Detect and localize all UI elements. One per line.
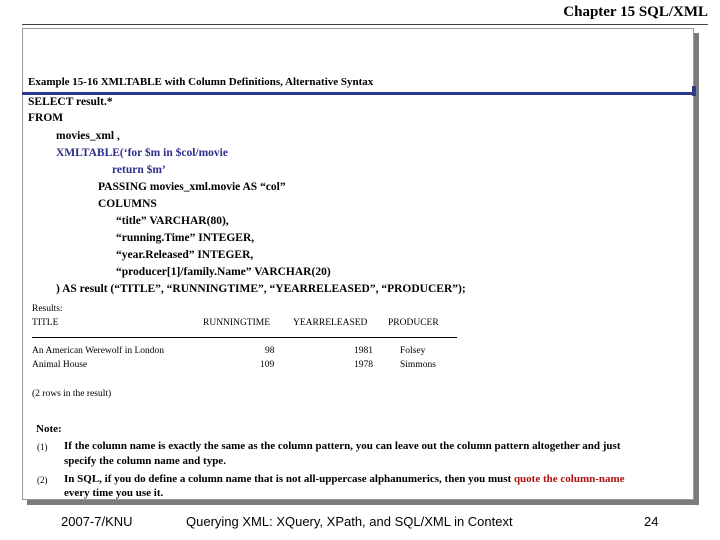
note-text: specify the column name and type.	[64, 455, 226, 467]
code-line: XMLTABLE(‘for $m in $col/movie	[56, 147, 228, 159]
code-line: ) AS result (“TITLE”, “RUNNINGTIME”, “YEARRELEASED”, “PRODUCER”);	[56, 283, 466, 295]
example-frame	[22, 28, 694, 500]
code-line: “producer[1]/family.Name” VARCHAR(20)	[116, 266, 331, 278]
chapter-title: Chapter 15 SQL/XML	[563, 4, 708, 20]
code-line: FROM	[28, 112, 64, 124]
example-title: Example 15-16 XMLTABLE with Column Definitions, Alternative Syntax	[28, 76, 374, 88]
note-number: (1)	[37, 442, 48, 452]
code-line: “year.Released” INTEGER,	[116, 249, 254, 261]
col-header-yearreleased: YEARRELEASED	[293, 318, 368, 328]
page-number: 24	[644, 514, 659, 529]
footer-date: 2007-7/KNU	[61, 514, 133, 529]
table-cell: 98	[265, 346, 275, 356]
note-text: every time you use it.	[64, 487, 164, 499]
code-line: “running.Time” INTEGER,	[116, 232, 255, 244]
note-emphasis: quote the column-name	[513, 473, 625, 485]
note-number: (2)	[37, 475, 48, 485]
col-header-runningtime: RUNNINGTIME	[203, 318, 271, 328]
col-header-producer: PRODUCER	[388, 318, 439, 328]
table-cell: 1978	[354, 360, 373, 370]
note-text: If the column name is exactly the same as the column pattern, you can leave out the column pattern altogether and just	[64, 440, 621, 452]
table-cell: Animal House	[32, 360, 88, 370]
code-line: return $m’	[112, 164, 166, 176]
table-cell: Simmons	[400, 360, 436, 370]
note-text-plain: In SQL, if you do define a column name that is not all-uppercase alphanumerics, then you must	[64, 473, 514, 485]
code-line: PASSING movies_xml.movie AS “col”	[98, 181, 286, 193]
example-accent-bar-side	[692, 86, 696, 96]
note-label: Note:	[36, 423, 62, 435]
table-cell: An American Werewolf in London	[32, 346, 165, 356]
table-cell: 109	[260, 360, 275, 370]
code-line: COLUMNS	[98, 198, 157, 210]
footer-title: Querying XML: XQuery, XPath, and SQL/XML in Context	[186, 514, 513, 529]
table-cell: Folsey	[400, 346, 426, 356]
row-count: (2 rows in the result)	[32, 389, 112, 399]
code-line: “title” VARCHAR(80),	[116, 215, 229, 227]
results-separator	[32, 337, 457, 338]
note-text	[64, 473, 625, 485]
header-rule	[22, 24, 708, 25]
results-label: Results:	[32, 304, 63, 314]
col-header-title: TITLE	[32, 318, 59, 328]
code-line: movies_xml ,	[56, 130, 120, 142]
table-cell: 1981	[354, 346, 373, 356]
code-line: SELECT result.*	[28, 96, 113, 108]
example-accent-bar	[22, 92, 692, 95]
